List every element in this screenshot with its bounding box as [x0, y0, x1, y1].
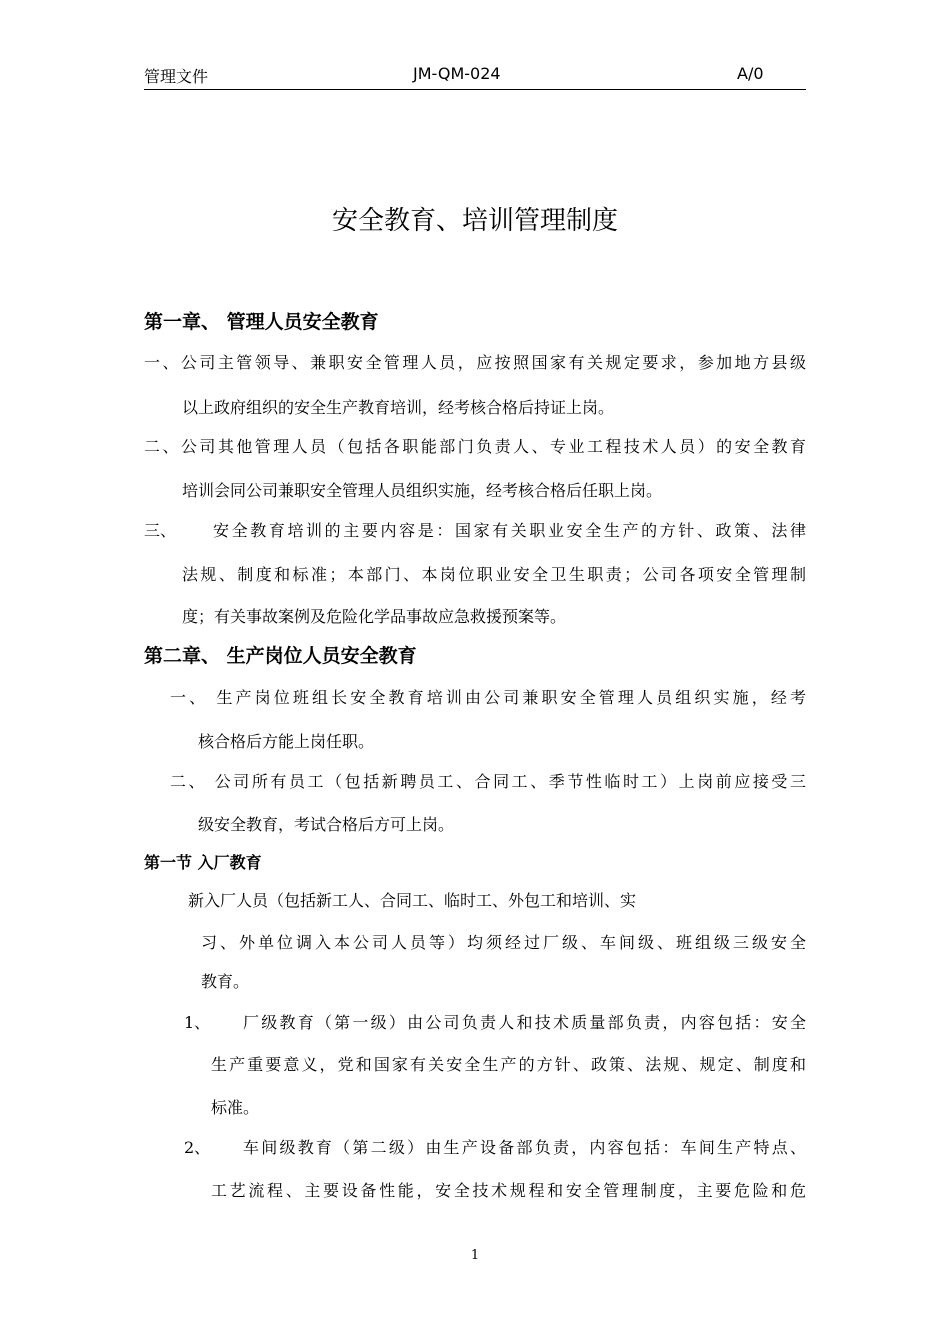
section-1-intro-line-1: 新入厂人员（包括新工人、合同工、临时工、外包工和培训、实: [188, 891, 637, 910]
s1-item-1-number: 1、: [184, 1013, 211, 1032]
revision: A/0: [737, 64, 764, 83]
section-1-intro-line-2: 习、外单位调入本公司人员等）均须经过厂级、车间级、班组级三级安全: [201, 933, 806, 952]
page-number: 1: [470, 1248, 480, 1263]
ch1-item-1-line-2: 以上政府组织的安全生产教育培训，经考核合格后持证上岗。: [182, 398, 615, 417]
s1-item-2-line-1: 车间级教育（第二级）由生产设备部负责，内容包括：车间生产特点、: [243, 1138, 806, 1157]
document-title: 安全教育、培训管理制度: [331, 206, 618, 236]
ch2-item-2-line-1: 二、 公司所有员工（包括新聘员工、合同工、季节性临时工）上岗前应接受三: [170, 772, 806, 791]
chapter-1-heading: 第一章、 管理人员安全教育: [144, 311, 379, 333]
ch1-item-3-line-2: 法规、制度和标准；本部门、本岗位职业安全卫生职责；公司各项安全管理制: [182, 565, 806, 584]
chapter-2-heading: 第二章、 生产岗位人员安全教育: [144, 645, 417, 667]
ch2-item-1-line-1: 一、 生产岗位班组长安全教育培训由公司兼职安全管理人员组织实施，经考: [170, 688, 806, 707]
ch2-item-2-line-2: 级安全教育，考试合格后方可上岗。: [198, 815, 455, 834]
section-1-heading: 第一节 入厂教育: [144, 853, 262, 872]
ch1-item-3-line-3: 度；有关事故案例及危险化学品事故应急救援预案等。: [182, 607, 567, 626]
ch1-item-3-number: 三、: [144, 521, 177, 540]
header-rule: [144, 89, 806, 90]
ch1-item-2-line-1: 二、公司其他管理人员（包括各职能部门负责人、专业工程技术人员）的安全教育: [144, 437, 806, 456]
document-code: JM-QM-024: [413, 64, 501, 83]
s1-item-1-line-1: 厂级教育（第一级）由公司负责人和技术质量部负责，内容包括：安全: [243, 1013, 806, 1032]
s1-item-1-line-2: 生产重要意义，党和国家有关安全生产的方针、政策、法规、规定、制度和: [211, 1055, 806, 1074]
s1-item-1-line-3: 标准。: [211, 1098, 260, 1117]
s1-item-2-number: 2、: [184, 1138, 211, 1157]
section-1-intro-line-3: 教育。: [201, 972, 250, 991]
ch1-item-2-line-2: 培训会同公司兼职安全管理人员组织实施，经考核合格后任职上岗。: [182, 481, 663, 500]
header-left: 管理文件: [144, 67, 209, 86]
ch1-item-3-line-1: 安全教育培训的主要内容是：国家有关职业安全生产的方针、政策、法律: [213, 521, 806, 540]
ch1-item-1-line-1: 一、公司主管领导、兼职安全管理人员，应按照国家有关规定要求，参加地方县级: [144, 353, 806, 372]
ch2-item-1-line-2: 核合格后方能上岗任职。: [198, 732, 375, 751]
s1-item-2-line-2: 工艺流程、主要设备性能，安全技术规程和安全管理制度，主要危险和危: [211, 1181, 806, 1200]
